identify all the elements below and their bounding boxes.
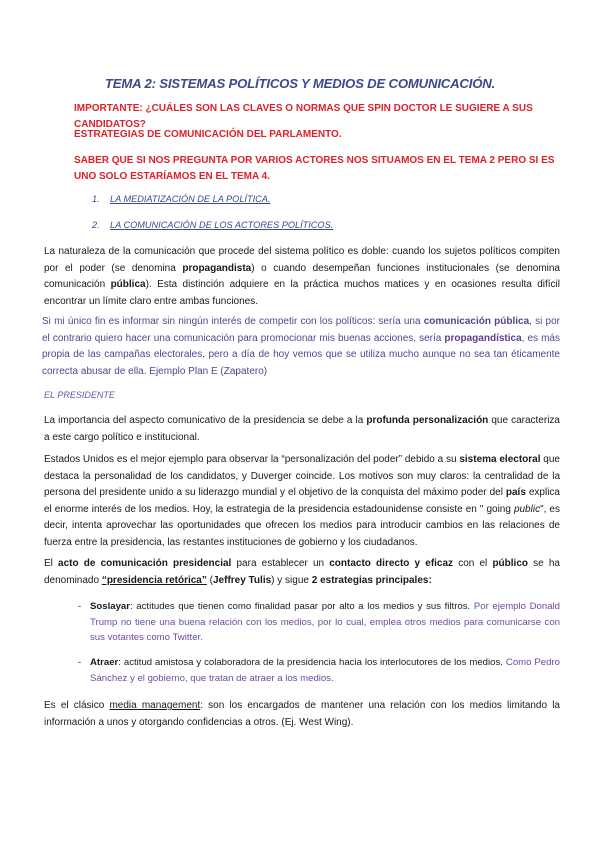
toc-item — [92, 194, 492, 204]
section-heading: EL PRESIDENTE — [44, 390, 115, 400]
toc-number: 1. — [92, 194, 100, 204]
know-note: SABER QUE SI NOS PREGUNTA POR VARIOS ACTORES NOS SITUAMOS EN EL TEMA 2 PERO SI ES UNO SOLO ESTARÍAMOS EN EL TEMA 4. — [74, 155, 555, 182]
document-title: TEMA 2: SISTEMAS POLÍTICOS Y MEDIOS DE COMUNICACIÓN. — [104, 76, 496, 91]
important-note: IMPORTANTE: ¿CUÁLES SON LAS CLAVES O NORMAS QUE SPIN DOCTOR LE SUGIERE A SUS CANDIDATOS? — [74, 103, 533, 130]
paragraph-usa: Estados Unidos es el mejor ejemplo para observar la “personalización del poder” debido a su sistema electoral que destaca la personalidad de los candidatos, y Duverger coincide. Los motivos son muy claros: la centralidad de la persona del presidente unido a su liderazgo mundial y el objetivo de la conquista del máximo poder del país explica el enorme interés de los medios. Hoy, la estrategia de la presidencia estadounidense consiste en " going public", es decir, intenta aprovechar las oportunidades que ofrecen los medios para introducir cambios en las relaciones de fuerza entre la presidencia, las restantes instituciones de gobierno y los ciudadanos. — [44, 454, 560, 548]
bullet-item: - Atraer: actitud amistosa y colaboradora de la presidencia hacia los interlocutores de los medios. Como Pedro Sánchez y el gobierno, que tratan de atraer a los medios. — [78, 657, 561, 684]
toc-label: LA COMUNICACIÓN DE LOS ACTORES POLÍTICOS. — [110, 220, 334, 230]
toc-label: LA MEDIATIZACIÓN DE LA POLÍTICA. — [110, 194, 271, 204]
strategies-note: ESTRATEGIAS DE COMUNICACIÓN DEL PARLAMENTO. — [74, 129, 342, 140]
bullet-item: - Soslayar: actitudes que tienen como finalidad pasar por alto a los medios y sus filtros. Por ejemplo Donald Trump no tiene una buena relación con los medios, por lo cual, emplea otros medios para comunicarse con sus votantes como Twitter. — [78, 601, 561, 643]
toc-number: 2. — [92, 220, 100, 230]
paragraph-importance: La importancia del aspecto comunicativo de la presidencia se debe a la profunda personalización que caracteriza a este cargo político e institucional. — [44, 415, 560, 443]
paragraph-nature: La naturaleza de la comunicación que procede del sistema político es doble: cuando los sujetos políticos compiten por el poder (se denomina propagandista) o cuando desempeñan funciones institucionales (se denomina comunicación pública). Esta distinción adquiere en la práctica muchos matices y en ocasiones resulta difícil encontrar un límite claro entre ambas funciones. — [44, 246, 561, 307]
paragraph-example: Si mi único fin es informar sin ningún interés de competir con los políticos: sería una comunicación pública, si por el contrario quiero hacer una comunicación para promocionar mis buenas acciones, sería propagandística, es más propia de las campañas electorales, pero a día de hoy vemos que se utiliza mucho aunque no sea tan éticamente correcta abusar de ella. Ejemplo Plan E (Zapatero) — [42, 316, 560, 377]
paragraph-presidential-act: El acto de comunicación presidencial para establecer un contacto directo y eficaz con el público se ha denominado “presidencia retórica” (Jeffrey Tulis) y sigue 2 estrategias principales: — [44, 558, 560, 586]
toc-item — [92, 220, 492, 230]
paragraph-media-management: Es el clásico media management: son los encargados de mantener una relación con los medios limitando la información a unos y otorgando confidencias a otros. (Ej. West Wing). — [44, 700, 560, 728]
